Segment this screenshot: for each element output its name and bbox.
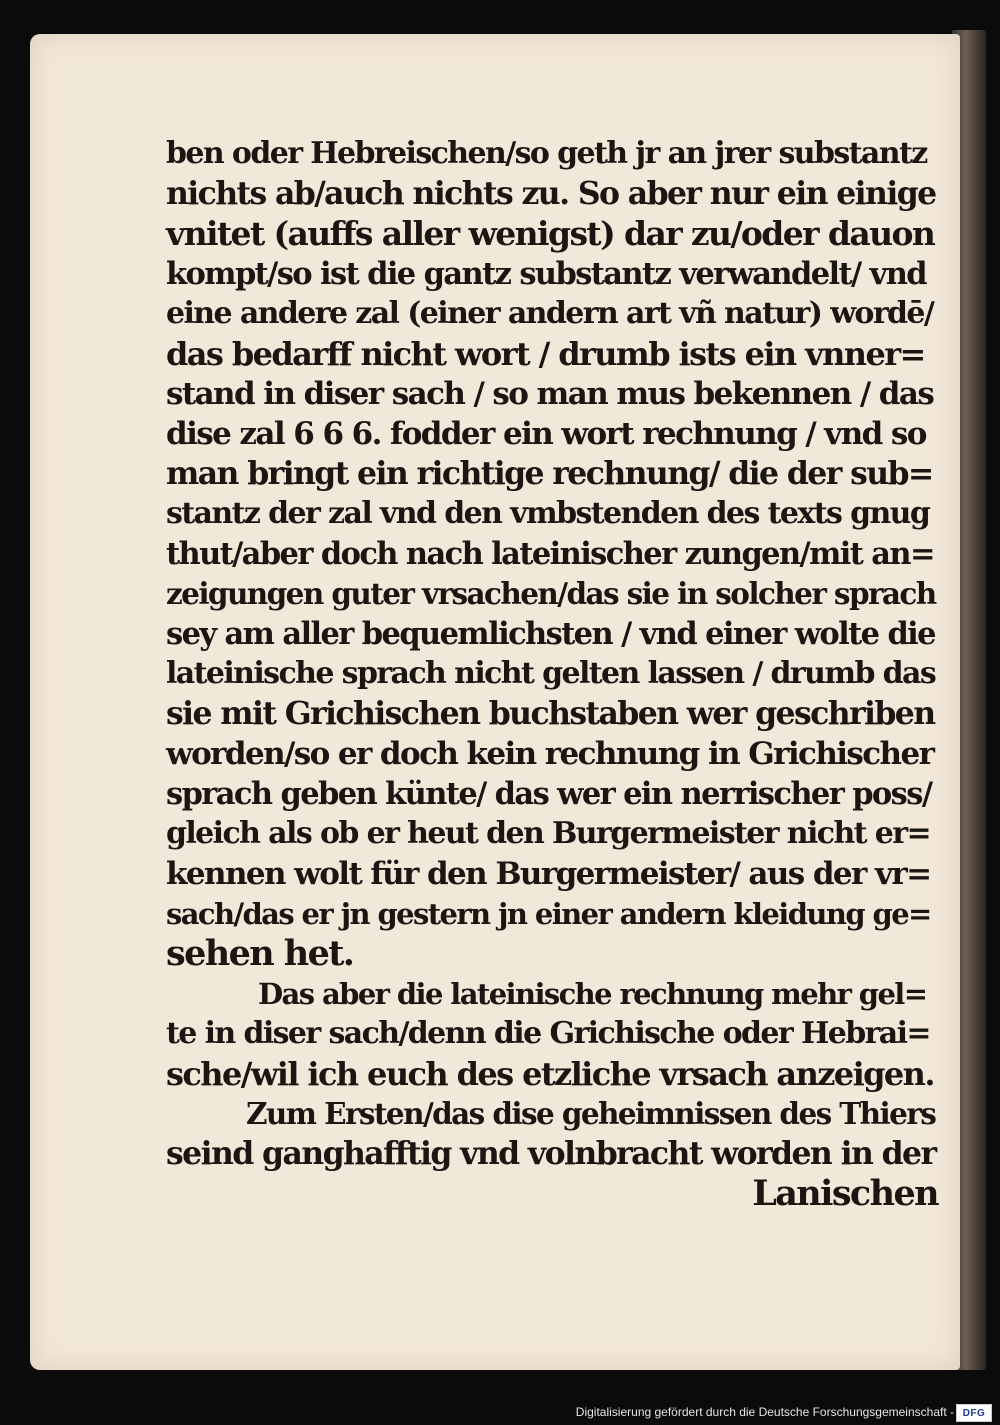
digitization-footer (0, 1400, 1000, 1425)
text-line-9: man bringt ein richtige rechnung/ die der sub= (166, 455, 933, 492)
text-line-12: zeigungen guter vrsachen/das sie in solcher sprach (166, 576, 936, 611)
text-line-19: kennen wolt für den Burgermeister/ aus der vr= (166, 856, 931, 892)
catchword: Lanischen (752, 1173, 938, 1214)
text-line-25: Zum Ersten/das dise geheimnissen des Thiers (246, 1096, 936, 1131)
text-line-10: stantz der zal vnd den vmbstenden des texts gnug (166, 496, 930, 531)
text-line-6: das bedarff nicht wort / drumb ists ein vnner= (166, 335, 925, 373)
text-line-16: worden/so er doch kein rechnung in Grichischer (166, 736, 934, 772)
funding-credit: Digitalisierung gefördert durch die Deutsche Forschungsgemeinschaft - (575, 1405, 954, 1419)
dfg-logo-text: DFG (962, 1407, 986, 1419)
text-line-4: kompt/so ist die gantz substantz verwandelt/ vnd (166, 256, 926, 292)
text-line-17: sprach geben künte/ das wer ein nerrischer poss/ (166, 776, 932, 812)
text-line-3: vnitet (auffs aller wenigst) dar zu/oder dauon (166, 214, 935, 253)
text-line-1: ben oder Hebreischen/so geth jr an jrer substantz (166, 136, 927, 171)
text-line-14: lateinische sprach nicht gelten lassen / drumb das (166, 656, 936, 691)
text-line-15: sie mit Grichischen buchstaben wer geschriben (166, 695, 935, 732)
text-line-5: eine andere zal (einer andern art vñ natur) wordē/ (166, 296, 934, 331)
text-line-13: sey am aller bequemlichsten / vnd einer wolte die (166, 616, 935, 652)
text-line-24: sche/wil ich euch des etzliche vrsach anzeigen. (166, 1055, 934, 1093)
text-line-7: stand in diser sach / so man mus bekennen / das (166, 376, 934, 412)
text-line-2: nichts ab/auch nichts zu. So aber nur ein einige (166, 175, 936, 212)
text-line-23: te in diser sach/denn die Grichische oder Hebrai= (166, 1016, 930, 1051)
text-line-26: seind ganghafftig vnd volnbracht worden in der (166, 1135, 936, 1172)
book-page (30, 34, 960, 1370)
text-line-11: thut/aber doch nach lateinischer zungen/mit an= (166, 536, 934, 572)
text-line-8: dise zal 6 6 6. fodder ein wort rechnung / vnd so (166, 416, 926, 452)
text-line-21: sehen het. (166, 933, 354, 974)
text-line-22: Das aber die lateinische rechnung mehr gel= (258, 977, 927, 1011)
text-line-18: gleich als ob er heut den Burgermeister nicht er= (166, 816, 931, 851)
text-line-20: sach/das er jn gestern jn einer andern kleidung ge= (166, 897, 931, 931)
dfg-logo-icon (956, 1404, 992, 1422)
